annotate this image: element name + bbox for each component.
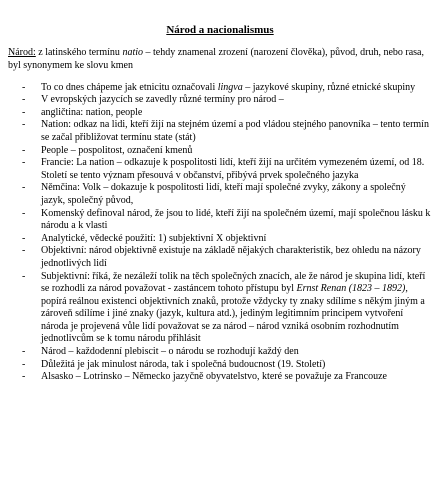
list-item	[8, 82, 432, 95]
list-item-text: lingva	[217, 81, 243, 93]
list-item-text: Ernst Renan (1823 – 1892)	[296, 283, 406, 295]
bullet-list	[8, 82, 432, 384]
list-item-text: Francie: La nation – odkazuje k pospolitosti lidí, kteří žijí na určitém vymezeném území, od 18. Století se tento význam přesouvá v občanství, přibývá prvek společného jazyka	[41, 157, 425, 181]
list-item	[8, 107, 432, 120]
page-title: Národ a nacionalismus	[166, 24, 274, 36]
intro-natio: natio	[122, 47, 143, 58]
list-item-text: Analytické, vědecké použití: 1) subjektivní X objektivní	[41, 232, 267, 244]
list-item-text: – jazykové skupiny, různé etnické skupiny	[242, 81, 416, 93]
list-item-text: Němčina: Volk – dokazuje k pospolitosti lidí, kteří mají společné zvyky, zákony a společný jazyk, společný původ,	[41, 182, 406, 206]
list-item-text: Objektivní: národ objektivně existuje na základě nějakých charakteristik, bez ohledu na názory jednotlivých lidí	[41, 245, 421, 269]
list-item-text: Důležitá je jak minulost národa, tak i společná budoucnost (19. Století)	[41, 358, 326, 370]
list-item-text: Nation: odkaz na lidi, kteří žijí na stejném území a pod vládou stejného panovníka – tento termín se začal přibližovat termínu state (stát)	[41, 119, 429, 143]
list-item-text: Komenský definoval národ, že jsou to lidé, kteří žijí na společném území, mají společnou lásku k národu a k vlasti	[41, 207, 431, 232]
list-item-text: Alsasko – Lotrinsko – Německo jazyčně obyvatelstvo, které se považuje za Francouze	[41, 371, 387, 383]
list-item	[8, 359, 432, 372]
list-item-text: Národ – každodenní plebiscit – o národu se rozhodují každý den	[41, 346, 299, 358]
list-item	[8, 94, 432, 107]
list-item	[8, 182, 432, 207]
intro-text-a: z latinského termínu	[35, 47, 123, 58]
list-item	[8, 346, 432, 359]
list-item-text: Subjektivní: říká, že nezáleží tolik na těch společných znacích, ale že národ je skupina lidí, kteří se rozhodli za národ považovat - zastáncem tohoto přístupu byl	[41, 270, 426, 295]
intro-text-b: – tehdy znamenal zrození (narození člověka), původ, druh, nebo rasa, byl synonymem ke slovu kmen	[8, 47, 424, 71]
list-item	[8, 208, 432, 233]
list-item-text: To co dnes chápeme jak etnicitu označovali	[41, 81, 218, 93]
intro-paragraph	[8, 47, 432, 73]
list-item	[8, 145, 432, 158]
list-item-text: , popírá reálnou existenci objektivních znaků, protože vždycky ty znaky sdílíme s někým jiným a zároveň sdílíme i jiné znaky (jazyk, kultura atd.), jediným legitimním principem vytvoření národa je projevená vůle lidí považovat se za národ – národ vzniká osobním rozhodnutím jednotlivcům se k tomu národu přihlásit	[41, 283, 425, 345]
list-item	[8, 157, 432, 182]
term-label: Národ:	[8, 47, 36, 58]
list-item	[8, 271, 432, 347]
list-item	[8, 233, 432, 246]
list-item-text: V evropských jazycích se zavedly různé termíny pro národ –	[41, 94, 284, 106]
list-item	[8, 119, 432, 144]
list-item	[8, 371, 432, 384]
list-item-text: angličtina: nation, people	[41, 106, 143, 118]
list-item-text: People – pospolitost, označení kmenů	[41, 144, 193, 156]
list-item	[8, 245, 432, 270]
